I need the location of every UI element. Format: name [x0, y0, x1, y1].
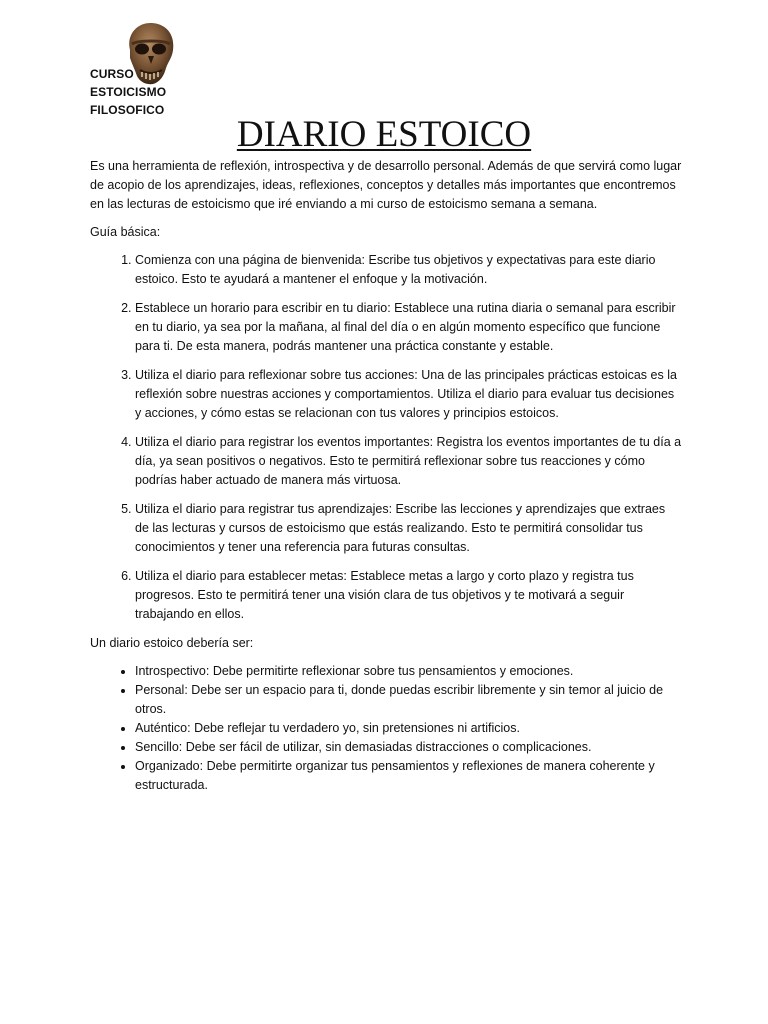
page-title: DIARIO ESTOICO [236, 114, 532, 155]
trait-item: • Personal: Debe ser un espacio para ti, donde puedas escribir libremente y sin temor al juicio de otros. [135, 681, 682, 719]
guide-heading: Guía básica: [90, 225, 161, 239]
traits-list [90, 662, 682, 795]
guide-list [90, 251, 682, 624]
course-line: ESTOICISMO [90, 85, 167, 99]
guide-item: 6. Utiliza el diario para establecer metas: Establece metas a largo y corto plazo y registra tus progresos. Esto te permitirá tener una visión clara de tus objetivos y te motivará a seguir trabajando en ellos. [135, 567, 682, 624]
guide-item: 3. Utiliza el diario para reflexionar sobre tus acciones: Una de las principales prácticas estoicas es la reflexión sobre nuestras acciones y comportamientos. Utiliza el diario para evaluar tus decisiones y acciones, y cómo estas se relacionan con tus valores y principios estoicos. [135, 366, 682, 423]
intro-paragraph: Es una herramienta de reflexión, introspectiva y de desarrollo personal. Además de que servirá como lugar de acopio de los aprendizajes, ideas, reflexiones, conceptos y detalles más importantes que encontremos en las lecturas de estoicismo que iré enviando a mi curso de estoicismo semana a semana. [90, 159, 682, 211]
guide-item: 2. Establece un horario para escribir en tu diario: Establece una rutina diaria o semanal para escribir en tu diario, ya sea por la mañana, al final del día o en algún momento específico que funcione para ti. De esta manera, podrás mantener una práctica constante y estable. [135, 299, 682, 356]
course-line: FILOSOFICO [90, 103, 165, 117]
course-logo [90, 20, 210, 120]
trait-item: • Auténtico: Debe reflejar tu verdadero yo, sin pretensiones ni artificios. [135, 719, 682, 738]
trait-item: • Introspectivo: Debe permitirte reflexionar sobre tus pensamientos y emociones. [135, 662, 682, 681]
guide-item: 4. Utiliza el diario para registrar los eventos importantes: Registra los eventos importantes de tu día a día, ya sean positivos o negativos. Esto te permitirá reflexionar sobre tus reacciones y cómo podrías haber actuado de manera más virtuosa. [135, 433, 682, 490]
traits-heading: Un diario estoico debería ser: [90, 636, 254, 650]
document-body [90, 157, 682, 795]
guide-item: 1. Comienza con una página de bienvenida: Escribe tus objetivos y expectativas para este diario estoico. Esto te ayudará a mantener el enfoque y la motivación. [135, 251, 682, 289]
guide-item: 5. Utiliza el diario para registrar tus aprendizajes: Escribe las lecciones y aprendizajes que extraes de las lecturas y cursos de estoicismo que estás realizando. Esto te permitirá consolidar tus conocimientos y tener una referencia para futuras consultas. [135, 500, 682, 557]
trait-item: • Sencillo: Debe ser fácil de utilizar, sin demasiadas distracciones o complicaciones. [135, 738, 682, 757]
course-line: CURSO [90, 67, 134, 81]
trait-item: • Organizado: Debe permitirte organizar tus pensamientos y reflexiones de manera coherente y estructurada. [135, 757, 682, 795]
course-label [90, 65, 166, 119]
